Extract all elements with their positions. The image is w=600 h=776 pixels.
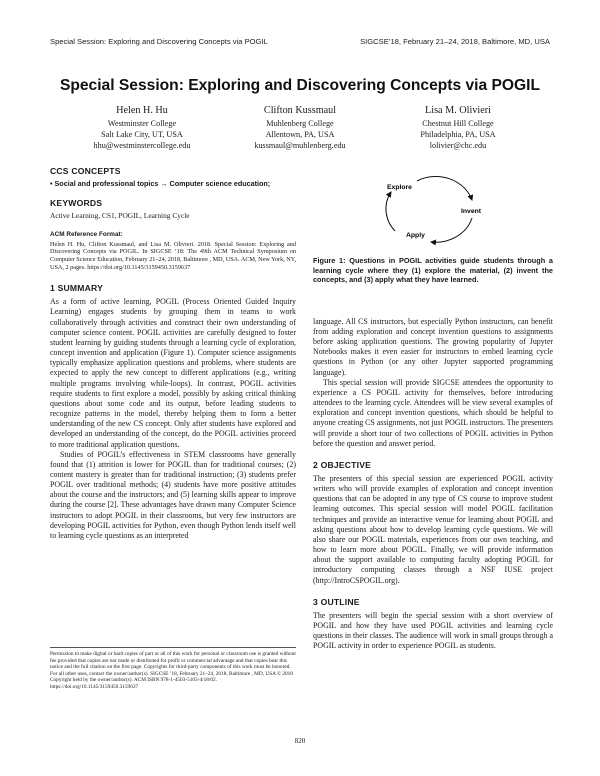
- summary-paragraph-1: As a form of active learning, POGIL (Process Oriented Guided Inquiry Learning) engages students by grouping them in teams to work collaboratively through activities and construct their own understanding of computer science content. POGIL activities are carefully designed to foster student learning by guiding students through a learning cycle of exploration, concept invention and application (Figure 1). Computer science assignments typically emphasize application questions and problems, where students are expected to apply the new concept to different applications (e.g., writing multiple programs involving while-loops). In contrast, POGIL activities require students to first explore a model, possibly by asking critical thinking questions about some code and its output, before leading students to recognize patterns in the model, thereby helping them to form a better understanding of the new CS concept. Only after students have explored and developed an understanding of the concept, do the POGIL activities proceed to more traditional application questions.: [50, 297, 296, 449]
- cycle-arrow-invent-apply: [431, 218, 472, 242]
- author-affiliation: Muhlenberg College: [266, 119, 334, 128]
- author-affiliation: Westminster College: [107, 119, 177, 128]
- summary-heading: 1 SUMMARY: [50, 283, 104, 294]
- author-email: hhu@westminstercollege.edu: [93, 141, 191, 150]
- author-name: Clifton Kussmaul: [263, 105, 337, 116]
- acm-reference-text: Helen H. Hu, Clifton Kussmaul, and Lisa M. Olivieri. 2018. Special Session: Exploring and Discovering Concepts via POGIL. In SIGCSE ’18: The 49th ACM Technical Symposium on Computer Science Education, February 21–24, 2018, Baltimore , MD, USA. ACM, New York, NY, USA, 2 pages. https://doi.org/10.1145/3159450.3159637: [50, 240, 296, 271]
- page-number: 820: [294, 737, 306, 745]
- cycle-arrow-apply-explore: [386, 192, 395, 231]
- learning-cycle-figure: [373, 168, 493, 250]
- outline-text: The presenters will begin the special session with a short overview of POGIL and how they have used POGIL activities and learning cycle questions in their classes. The audience will work in small groups through a POGIL activity in order to experience POGIL as students.: [313, 610, 553, 651]
- ccs-text: • Social and professional topics → Computer science education;: [50, 179, 271, 189]
- figure-label-explore: Explore: [387, 184, 412, 191]
- figure-label-invent: Invent: [461, 208, 482, 215]
- right-paragraph-2: This special session will provide SIGCSE attendees the opportunity to experience a CS POGIL activity for themselves, before introducing attendees to the learning cycle. Attendees will be view several examples of exploration and concept invention questions, which should be helpful to anyone creating CS assignments, not just POGIL instructors. The presenters will provide a short tour of two collections of POGIL activities in Python before the question and answer period.: [313, 377, 553, 448]
- author-location: Salt Lake City, UT, USA: [101, 130, 183, 139]
- left-column: [50, 166, 296, 541]
- cycle-arrow-explore-invent: [417, 177, 472, 200]
- author-email: lolivier@chc.edu: [429, 141, 487, 150]
- author-name: Lisa M. Olivieri: [425, 105, 491, 116]
- right-column: [313, 168, 553, 651]
- author-name: Helen H. Hu: [116, 105, 168, 116]
- figure-caption: Figure 1: Questions in POGIL activities guide students through a learning cycle where they (1) explore the material, (2) invent the concepts, and (3) apply what they have learned.: [313, 256, 553, 285]
- author-block-3: [368, 104, 548, 151]
- outline-heading: 3 OUTLINE: [313, 596, 360, 607]
- permission-footnote: Permission to make digital or hard copies of part or all of this work for personal or classroom use is granted without fee provided that copies are not made or distributed for profit or commercial advantage and that copies bear this notice and the full citation on the first page. Copyrights for third-party components of this work must be honored. For all other uses, contact the owner/author(s). SIGCSE ’18, February 21–24, 2018, Baltimore , MD, USA © 2018 Copyright held by the owner/author(s). ACM ISBN 978-1-4503-5103-4/18/02. https://doi.org/10.1145/3159450.3159637: [50, 647, 296, 690]
- figure-label-apply: Apply: [406, 232, 425, 239]
- right-paragraph-1: language. All CS instructors, but especially Python instructors, can benefit from adding exploration and concept invention questions to assignments before asking application questions. The growing popularity of Jupyter Notebooks makes it even easier for instructors to embed learning cycle questions in Python (or any other Jupyter supported programming language).: [313, 316, 553, 377]
- ccs-heading: CCS CONCEPTS: [50, 166, 121, 176]
- objective-heading: 2 OBJECTIVE: [313, 459, 372, 470]
- author-location: Allentown, PA, USA: [265, 130, 335, 139]
- keywords-heading: KEYWORDS: [50, 198, 103, 209]
- running-header-right: SIGCSE’18, February 21–24, 2018, Baltimore, MD, USA: [360, 37, 550, 46]
- author-block-2: [210, 104, 390, 151]
- running-header-left: Special Session: Exploring and Discovering Concepts via POGIL: [50, 37, 268, 46]
- keywords-text: Active Learning, CS1, POGIL, Learning Cycle: [50, 211, 190, 221]
- acm-reference-heading: ACM Reference Format:: [50, 230, 123, 238]
- summary-paragraph-2: Studies of POGIL’s effectiveness in STEM classrooms have generally found that (1) attrition is lower for POGIL than for traditional courses; (2) content mastery is greater than for traditional instruction; (3) students prefer POGIL over traditional methods; (4) students have more positive attitudes about the course and the instructors; and (5) learning skills appear to improve during the course [2]. These advantages have drawn many Computer Science instructors to adopt POGIL in their classrooms, but very few instructors are developing POGIL activities for Python, even though Python lends itself well to learning cycle questions as an interpreted: [50, 449, 296, 540]
- objective-text: The presenters of this special session are experienced POGIL activity writers who will provide examples of exploration and concept invention questions that can be adopted in any type of CS course to improve student learning outcomes. This special session will model POGIL facilitation techniques and provide an interactive venue for learning about POGIL and asking questions about how to develop learning cycle questions. We will also share our POGIL materials, experiences from our own teaching, and how to learn more about POGIL. Finally, we will provide information about the support available to computing faculty adopting POGIL for introductory computing classes through a NSF IUSE project (http://IntroCSPOGIL.org).: [313, 473, 553, 585]
- author-block-1: [52, 104, 232, 151]
- paper-title: Special Session: Exploring and Discovering Concepts via POGIL: [59, 77, 541, 94]
- author-location: Philadelphia, PA, USA: [420, 130, 496, 139]
- author-email: kussmaul@muhlenberg.edu: [254, 141, 346, 150]
- author-affiliation: Chestnut Hill College: [422, 119, 494, 128]
